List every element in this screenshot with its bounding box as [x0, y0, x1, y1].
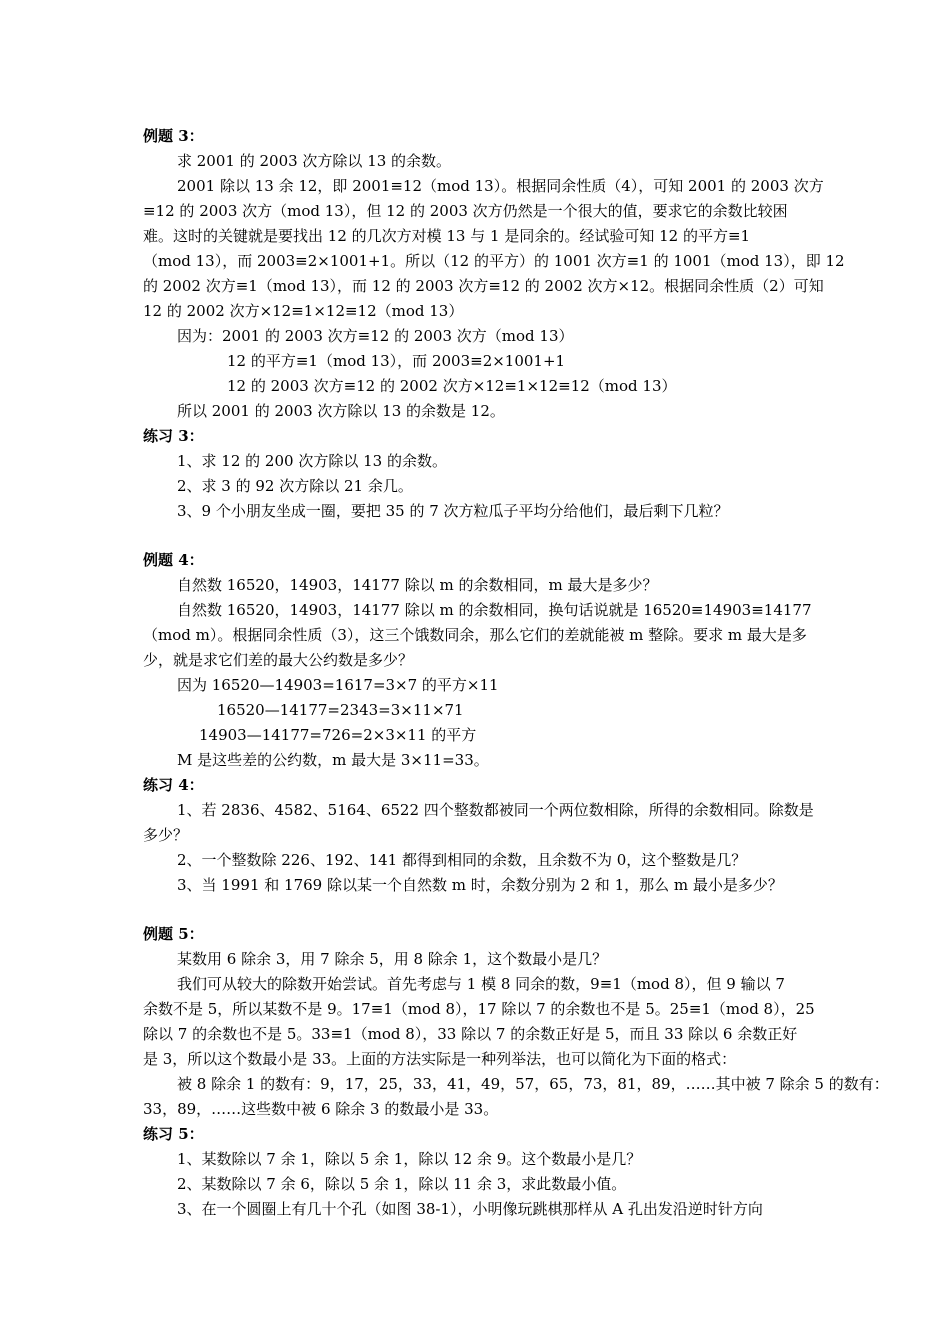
practice-3-item: 1、求 12 的 200 次方除以 13 的余数。 [177, 452, 447, 470]
example-4-solution-line: 自然数 16520，14903，14177 除以 m 的余数相同，换句话说就是 16520≡14903≡14177 [177, 601, 812, 619]
practice-4-item: 2、一个整数除 226、192、141 都得到相同的余数，且余数不为 0，这个整数是几？ [177, 851, 747, 869]
example-3-solution-line: （mod 13），而 2003≡2×1001+1。所以（12 的平方）的 1001 次方≡1 的 1001（mod 13），即 12 [143, 252, 845, 270]
example-5-solution-line: 我们可从较大的除数开始尝试。首先考虑与 1 模 8 同余的数，9≡1（mod 8），但 9 输以 7 [177, 975, 785, 993]
example-3-because-line: 12 的 2003 次方≡12 的 2002 次方×12≡1×12≡12（mod 13） [227, 377, 677, 395]
example-3-solution-line: 12 的 2002 次方×12≡1×12≡12（mod 13） [143, 302, 464, 320]
practice-3-heading: 练习 3： [143, 427, 204, 445]
example-3-question: 求 2001 的 2003 次方除以 13 的余数。 [177, 152, 452, 170]
section-spacer [143, 524, 818, 548]
example-5-heading: 例题 5： [143, 925, 204, 943]
section-spacer [143, 898, 818, 922]
practice-4-item: 1、若 2836、4582、5164、6522 四个整数都被同一个两位数相除，所得的余数相同。除数是 [177, 801, 814, 819]
document-body [143, 124, 889, 1222]
example-4-conclusion: M 是这些差的公约数，m 最大是 3×11=33。 [177, 751, 489, 769]
practice-5-heading: 练习 5： [143, 1125, 204, 1143]
example-4-because-line: 14903—14177=726=2×3×11 的平方 [199, 726, 477, 744]
practice-3-item: 3、9 个小朋友坐成一圈，要把 35 的 7 次方粒瓜子平均分给他们，最后剩下几粒？ [177, 502, 729, 520]
example-5-solution-line: 余数不是 5，所以某数不是 9。17≡1（mod 8），17 除以 7 的余数也不是 5。25≡1（mod 8），25 [143, 1000, 815, 1018]
example-4-solution-line: （mod m）。根据同余性质（3），这三个饿数同余，那么它们的差就能被 m 整除。要求 m 最大是多 [143, 626, 807, 644]
practice-4-item: 3、当 1991 和 1769 除以某一个自然数 m 时，余数分别为 2 和 1，那么 m 最小是多少？ [177, 876, 783, 894]
practice-5-item: 3、在一个圆圈上有几十个孔（如图 38-1），小明像玩跳棋那样从 A 孔出发沿逆时针方向 [177, 1200, 763, 1218]
practice-3-item: 2、求 3 的 92 次方除以 21 余几。 [177, 477, 413, 495]
practice-4-heading: 练习 4： [143, 776, 204, 794]
practice-5-item: 2、某数除以 7 余 6，除以 5 余 1，除以 11 余 3，求此数最小值。 [177, 1175, 627, 1193]
example-3-conclusion: 所以 2001 的 2003 次方除以 13 的余数是 12。 [177, 402, 505, 420]
example-3-heading: 例题 3： [143, 127, 204, 145]
example-4-because-line: 16520—14177=2343=3×11×71 [217, 701, 464, 719]
example-5-question: 某数用 6 除余 3，用 7 除余 5，用 8 除余 1，这个数最小是几？ [177, 950, 608, 968]
example-4-heading: 例题 4： [143, 551, 204, 569]
example-3-solution-line: 2001 除以 13 余 12，即 2001≡12（mod 13）。根据同余性质（4），可知 2001 的 2003 次方 [177, 177, 824, 195]
example-3-because-line: 12 的平方≡1（mod 13），而 2003≡2×1001+1 [227, 352, 566, 370]
example-3-because-line: 因为：2001 的 2003 次方≡12 的 2003 次方（mod 13） [177, 327, 574, 345]
example-3-solution-line: 的 2002 次方≡1（mod 13），而 12 的 2003 次方≡12 的 2002 次方×12。根据同余性质（2）可知 [143, 277, 824, 295]
example-5-solution-line: 33，89，……这些数中被 6 除余 3 的数最小是 33。 [143, 1100, 499, 1118]
example-3-solution-line: 难。这时的关键就是要找出 12 的几次方对模 13 与 1 是同余的。经试验可知 12 的平方≡1 [143, 227, 751, 245]
practice-5-item: 1、某数除以 7 余 1，除以 5 余 1，除以 12 余 9。这个数最小是几？ [177, 1150, 642, 1168]
example-4-question: 自然数 16520，14903，14177 除以 m 的余数相同，m 最大是多少？ [177, 576, 658, 594]
example-4-because-line: 因为 16520—14903=1617=3×7 的平方×11 [177, 676, 499, 694]
example-5-solution-line: 被 8 除余 1 的数有：9，17，25，33，41，49，57，65，73，81，89，……其中被 7 除余 5 的数有： [177, 1075, 889, 1093]
example-3-solution-line: ≡12 的 2003 次方（mod 13），但 12 的 2003 次方仍然是一个很大的值，要求它的余数比较困 [143, 202, 788, 220]
example-4-solution-line: 少，就是求它们差的最大公约数是多少？ [143, 651, 414, 669]
example-5-solution-line: 是 3，所以这个数最小是 33。上面的方法实际是一种列举法，也可以简化为下面的格式： [143, 1050, 737, 1068]
example-5-solution-line: 除以 7 的余数也不是 5。33≡1（mod 8），33 除以 7 的余数正好是 5，而且 33 除以 6 余数正好 [143, 1025, 798, 1043]
practice-4-item-continued: 多少？ [143, 826, 189, 844]
